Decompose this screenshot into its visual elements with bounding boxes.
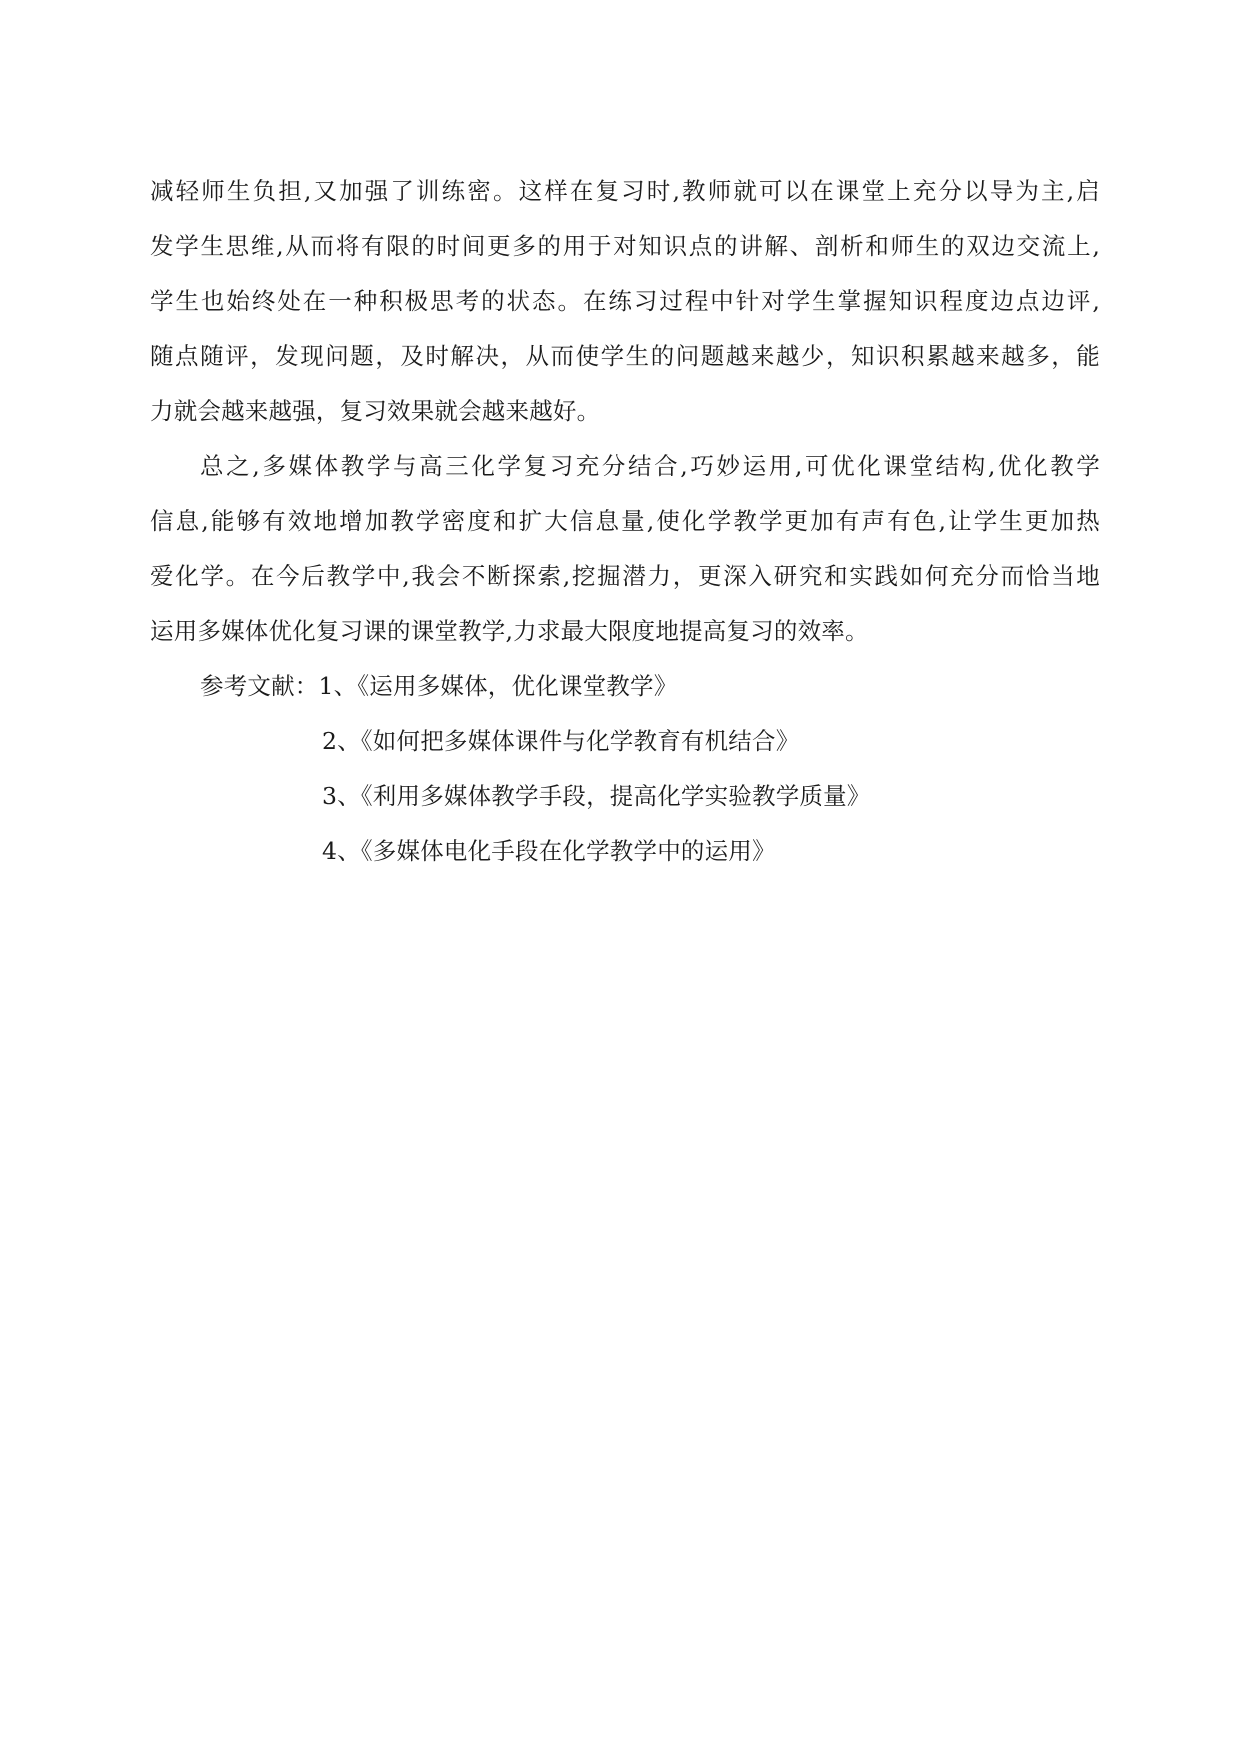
references-section (150, 659, 1100, 879)
paragraph-line: 学生也始终处在一种积极思考的状态。在练习过程中针对学生掌握知识程度边点边评, (150, 287, 1100, 315)
reference-first-line (150, 659, 1100, 714)
paragraph-line: 总之,多媒体教学与高三化学复习充分结合,巧妙运用,可优化课堂结构,优化教学 (200, 452, 1100, 480)
paragraph-conclusion (150, 439, 1100, 659)
paragraph-line: 爱化学。在今后教学中,我会不断探索,挖掘潜力，更深入研究和实践如何充分而恰当地 (150, 562, 1100, 590)
reference-item: 2、《如何把多媒体课件与化学教育有机结合》 (322, 727, 800, 755)
paragraph-line: 减轻师生负担,又加强了训练密。这样在复习时,教师就可以在课堂上充分以导为主,启 (150, 177, 1100, 205)
paragraph-line: 信息,能够有效地增加教学密度和扩大信息量,使化学教学更加有声有色,让学生更加热 (150, 507, 1100, 535)
paragraph-line: 随点随评，发现问题，及时解决，从而使学生的问题越来越少，知识积累越来越多，能 (150, 342, 1100, 370)
reference-item: 4、《多媒体电化手段在化学教学中的运用》 (322, 837, 776, 865)
paragraph-line: 力就会越来越强，复习效果就会越来越好。 (150, 397, 601, 425)
reference-item: 1、《运用多媒体，优化课堂教学》 (318, 672, 678, 700)
document-page (150, 164, 1100, 879)
paragraph-line: 运用多媒体优化复习课的课堂教学,力求最大限度地提高复习的效率。 (150, 617, 869, 645)
references-label: 参考文献： (200, 672, 319, 700)
paragraph-teaching-effect (150, 164, 1100, 439)
paragraph-line: 发学生思维,从而将有限的时间更多的用于对知识点的讲解、剖析和师生的双边交流上, (150, 232, 1100, 260)
reference-item: 3、《利用多媒体教学手段，提高化学实验教学质量》 (322, 782, 871, 810)
